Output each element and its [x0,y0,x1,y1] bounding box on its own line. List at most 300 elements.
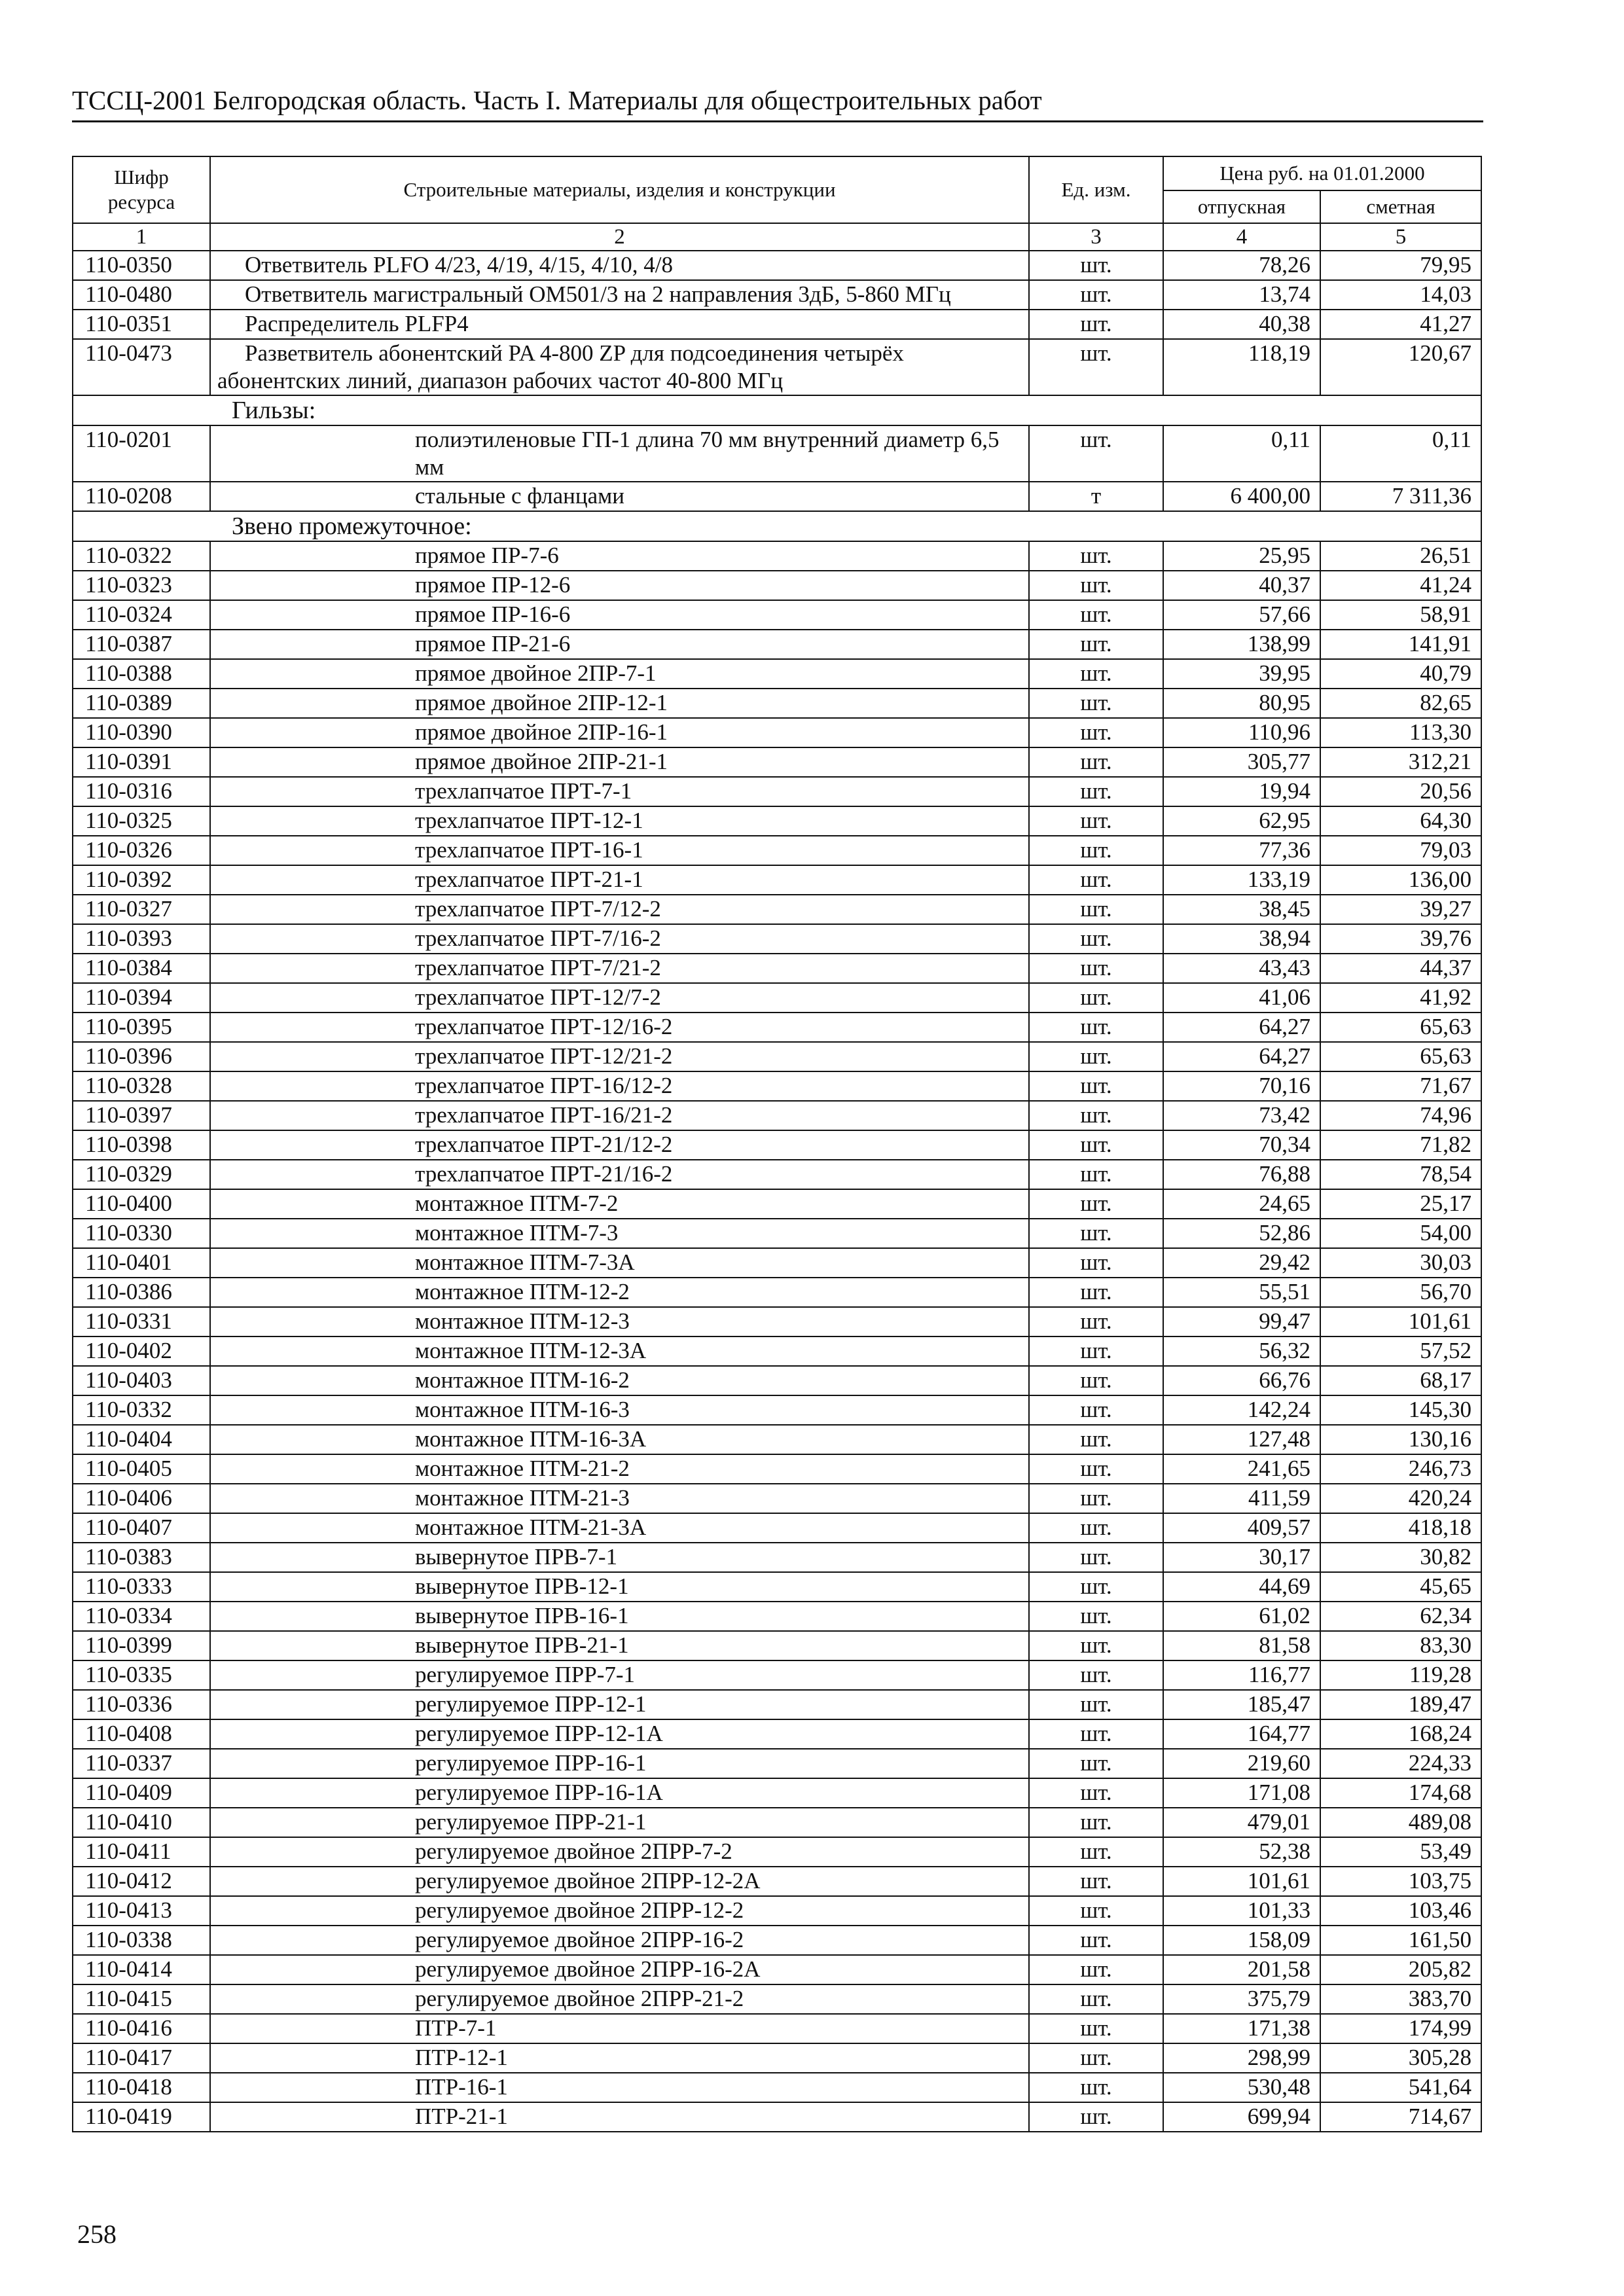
price-estimate: 383,70 [1320,1984,1481,2014]
price-release: 530,48 [1163,2073,1320,2102]
unit-cell: т [1029,482,1163,511]
item-name: регулируемое ПРР-7-1 [210,1660,1029,1690]
price-release: 80,95 [1163,689,1320,718]
price-estimate: 71,82 [1320,1130,1481,1160]
unit-cell: шт. [1029,1425,1163,1454]
table-row [73,1778,1481,1808]
table-row [73,659,1481,689]
price-release: 0,11 [1163,425,1320,482]
price-release: 38,45 [1163,895,1320,924]
price-estimate: 312,21 [1320,747,1481,777]
price-estimate: 41,27 [1320,310,1481,339]
unit-cell: шт. [1029,1719,1163,1749]
unit-cell: шт. [1029,865,1163,895]
unit-cell: шт. [1029,1926,1163,1955]
unit-cell: шт. [1029,777,1163,806]
item-name: стальные с фланцами [210,482,1029,511]
item-name: регулируемое двойное 2ПРР-7-2 [210,1837,1029,1867]
price-release: 40,37 [1163,571,1320,600]
table-row [73,630,1481,659]
item-name: прямое двойное 2ПР-16-1 [210,718,1029,747]
table-row [73,1808,1481,1837]
resource-code: 110-0330 [73,1219,210,1248]
page-number: 258 [77,2219,117,2249]
item-name [210,339,1029,395]
item-name: регулируемое двойное 2ПРР-16-2 [210,1926,1029,1955]
price-release: 39,95 [1163,659,1320,689]
price-estimate: 119,28 [1320,1660,1481,1690]
price-release: 99,47 [1163,1307,1320,1336]
price-estimate: 79,03 [1320,836,1481,865]
table-row [73,1307,1481,1336]
unit-cell: шт. [1029,2043,1163,2073]
unit-cell: шт. [1029,1984,1163,2014]
table-row [73,1484,1481,1513]
price-estimate: 418,18 [1320,1513,1481,1543]
unit-cell: шт. [1029,1278,1163,1307]
item-name: прямое двойное 2ПР-21-1 [210,747,1029,777]
unit-cell: шт. [1029,1602,1163,1631]
unit-cell: шт. [1029,1837,1163,1867]
table-row [73,983,1481,1013]
price-estimate: 44,37 [1320,954,1481,983]
section-heading: Гильзы: [232,397,316,424]
item-name: монтажное ПТМ-16-2 [210,1366,1029,1395]
item-name: Распределитель PLFP4 [210,310,1029,339]
item-name: прямое ПР-7-6 [210,541,1029,571]
column-number: 3 [1029,223,1163,251]
unit-cell: шт. [1029,895,1163,924]
unit-cell: шт. [1029,836,1163,865]
price-estimate: 65,63 [1320,1013,1481,1042]
price-estimate: 58,91 [1320,600,1481,630]
resource-code: 110-0414 [73,1955,210,1984]
table-header [73,156,1481,251]
price-release: 81,58 [1163,1631,1320,1660]
section-heading: Звено промежуточное: [232,512,472,540]
unit-cell: шт. [1029,1778,1163,1808]
item-name: регулируемое ПРР-12-1А [210,1719,1029,1749]
table-row [73,600,1481,630]
price-release: 73,42 [1163,1101,1320,1130]
table-row [73,1189,1481,1219]
item-name: монтажное ПТМ-21-2 [210,1454,1029,1484]
resource-code: 110-0394 [73,983,210,1013]
unit-cell: шт. [1029,1955,1163,1984]
resource-code: 110-0409 [73,1778,210,1808]
table-row [73,1690,1481,1719]
resource-code: 110-0397 [73,1101,210,1130]
table-row [73,2043,1481,2073]
resource-code: 110-0335 [73,1660,210,1690]
unit-cell: шт. [1029,1454,1163,1484]
price-release: 52,38 [1163,1837,1320,1867]
unit-cell: шт. [1029,1896,1163,1926]
unit-cell: шт. [1029,2102,1163,2132]
unit-cell: шт. [1029,541,1163,571]
item-name: трехлапчатое ПРТ-7/21-2 [210,954,1029,983]
price-estimate: 205,82 [1320,1955,1481,1984]
item-name: трехлапчатое ПРТ-21-1 [210,865,1029,895]
unit-cell: шт. [1029,747,1163,777]
price-estimate: 62,34 [1320,1602,1481,1631]
price-estimate: 101,61 [1320,1307,1481,1336]
price-estimate: 25,17 [1320,1189,1481,1219]
price-estimate: 224,33 [1320,1749,1481,1778]
price-release: 57,66 [1163,600,1320,630]
price-estimate: 56,70 [1320,1278,1481,1307]
price-estimate: 305,28 [1320,2043,1481,2073]
table-row [73,1042,1481,1071]
table-row [73,1278,1481,1307]
price-estimate: 78,54 [1320,1160,1481,1189]
section-cell [73,395,1481,425]
resource-code: 110-0419 [73,2102,210,2132]
price-release: 219,60 [1163,1749,1320,1778]
price-release: 110,96 [1163,718,1320,747]
unit-cell: шт. [1029,425,1163,482]
unit-cell: шт. [1029,1013,1163,1042]
unit-cell: шт. [1029,1513,1163,1543]
header-price-group: Цена руб. на 01.01.2000 [1163,156,1481,190]
price-release: 56,32 [1163,1336,1320,1366]
resource-code: 110-0332 [73,1395,210,1425]
price-release: 29,42 [1163,1248,1320,1278]
price-estimate: 7 311,36 [1320,482,1481,511]
resource-code: 110-0384 [73,954,210,983]
resource-code: 110-0388 [73,659,210,689]
item-name: монтажное ПТМ-12-3 [210,1307,1029,1336]
item-name: ПТР-16-1 [210,2073,1029,2102]
unit-cell: шт. [1029,1749,1163,1778]
unit-cell: шт. [1029,600,1163,630]
table-row [73,1660,1481,1690]
price-estimate: 26,51 [1320,541,1481,571]
price-estimate: 145,30 [1320,1395,1481,1425]
unit-cell: шт. [1029,630,1163,659]
price-release: 201,58 [1163,1955,1320,1984]
resource-code: 110-0417 [73,2043,210,2073]
item-name: регулируемое ПРР-16-1 [210,1749,1029,1778]
price-estimate: 20,56 [1320,777,1481,806]
item-name-line: Разветвитель абонентский PA 4-800 ZP для подсоединения четырёх [245,340,904,366]
resource-code: 110-0338 [73,1926,210,1955]
price-release: 41,06 [1163,983,1320,1013]
price-release: 133,19 [1163,865,1320,895]
item-name: трехлапчатое ПРТ-21/12-2 [210,1130,1029,1160]
column-number: 4 [1163,223,1320,251]
table-row [73,777,1481,806]
table-row [73,1248,1481,1278]
price-release: 70,34 [1163,1130,1320,1160]
resource-code: 110-0391 [73,747,210,777]
unit-cell: шт. [1029,1484,1163,1513]
table-row [73,280,1481,310]
table-row [73,1071,1481,1101]
price-release: 40,38 [1163,310,1320,339]
price-estimate: 174,99 [1320,2014,1481,2043]
price-release: 171,38 [1163,2014,1320,2043]
resource-code: 110-0329 [73,1160,210,1189]
resource-code: 110-0411 [73,1837,210,1867]
resource-code: 110-0208 [73,482,210,511]
resource-code: 110-0324 [73,600,210,630]
item-name: вывернутое ПРВ-7-1 [210,1543,1029,1572]
price-estimate: 161,50 [1320,1926,1481,1955]
resource-code: 110-0416 [73,2014,210,2043]
price-estimate: 136,00 [1320,865,1481,895]
table-row [73,541,1481,571]
resource-code: 110-0390 [73,718,210,747]
price-estimate: 489,08 [1320,1808,1481,1837]
price-estimate: 30,03 [1320,1248,1481,1278]
unit-cell: шт. [1029,339,1163,395]
item-name: монтажное ПТМ-12-3А [210,1336,1029,1366]
price-release: 25,95 [1163,541,1320,571]
unit-cell: шт. [1029,1160,1163,1189]
column-number: 2 [210,223,1029,251]
price-estimate: 64,30 [1320,806,1481,836]
price-estimate: 113,30 [1320,718,1481,747]
table-row [73,1219,1481,1248]
resource-code: 110-0316 [73,777,210,806]
unit-cell: шт. [1029,1690,1163,1719]
column-number: 5 [1320,223,1481,251]
resource-code: 110-0398 [73,1130,210,1160]
item-name: прямое ПР-16-6 [210,600,1029,630]
resource-code: 110-0325 [73,806,210,836]
price-release: 101,33 [1163,1896,1320,1926]
table-row [73,482,1481,511]
price-release: 64,27 [1163,1013,1320,1042]
price-estimate: 174,68 [1320,1778,1481,1808]
unit-cell: шт. [1029,1219,1163,1248]
table-row [73,1425,1481,1454]
unit-cell: шт. [1029,1248,1163,1278]
price-estimate: 14,03 [1320,280,1481,310]
table-row [73,1867,1481,1896]
item-name: прямое ПР-21-6 [210,630,1029,659]
resource-code: 110-0410 [73,1808,210,1837]
item-name: трехлапчатое ПРТ-7/12-2 [210,895,1029,924]
resource-code: 110-0350 [73,251,210,280]
table-row [73,1837,1481,1867]
resource-code: 110-0386 [73,1278,210,1307]
price-release: 6 400,00 [1163,482,1320,511]
column-number: 1 [73,223,210,251]
price-estimate: 120,67 [1320,339,1481,395]
page-header: ТССЦ-2001 Белгородская область. Часть I. Материалы для общестроительных работ [72,84,1483,122]
unit-cell: шт. [1029,2014,1163,2043]
price-estimate: 41,92 [1320,983,1481,1013]
unit-cell: шт. [1029,718,1163,747]
resource-code: 110-0415 [73,1984,210,2014]
item-name: ПТР-7-1 [210,2014,1029,2043]
item-name: монтажное ПТМ-16-3А [210,1425,1029,1454]
resource-code: 110-0351 [73,310,210,339]
item-name: трехлапчатое ПРТ-21/16-2 [210,1160,1029,1189]
resource-code: 110-0331 [73,1307,210,1336]
item-name: ПТР-21-1 [210,2102,1029,2132]
price-estimate: 54,00 [1320,1219,1481,1248]
price-release: 185,47 [1163,1690,1320,1719]
unit-cell: шт. [1029,1307,1163,1336]
price-release: 64,27 [1163,1042,1320,1071]
resource-code: 110-0413 [73,1896,210,1926]
resource-code: 110-0480 [73,280,210,310]
resource-code: 110-0333 [73,1572,210,1602]
price-release: 411,59 [1163,1484,1320,1513]
price-release: 101,61 [1163,1867,1320,1896]
table-row [73,1395,1481,1425]
price-estimate: 82,65 [1320,689,1481,718]
header-code: Шифр ресурса [73,156,210,223]
resource-code: 110-0401 [73,1248,210,1278]
unit-cell: шт. [1029,924,1163,954]
table-row [73,1336,1481,1366]
item-name: прямое ПР-12-6 [210,571,1029,600]
price-release: 24,65 [1163,1189,1320,1219]
table-row [73,895,1481,924]
price-estimate: 0,11 [1320,425,1481,482]
item-name: ПТР-12-1 [210,2043,1029,2073]
item-name: трехлапчатое ПРТ-16/12-2 [210,1071,1029,1101]
price-release: 55,51 [1163,1278,1320,1307]
header-name: Строительные материалы, изделия и конструкции [210,156,1029,223]
price-release: 171,08 [1163,1778,1320,1808]
price-release: 61,02 [1163,1602,1320,1631]
item-name: трехлапчатое ПРТ-12-1 [210,806,1029,836]
price-estimate: 40,79 [1320,659,1481,689]
table-body [73,251,1481,2132]
table-row [73,425,1481,482]
item-name: регулируемое ПРР-12-1 [210,1690,1029,1719]
resource-code: 110-0402 [73,1336,210,1366]
resource-code: 110-0201 [73,425,210,482]
unit-cell: шт. [1029,1336,1163,1366]
price-release: 164,77 [1163,1719,1320,1749]
resource-code: 110-0404 [73,1425,210,1454]
unit-cell: шт. [1029,1631,1163,1660]
item-name: Ответвитель PLFO 4/23, 4/19, 4/15, 4/10, 4/8 [210,251,1029,280]
item-name: Ответвитель магистральный OM501/3 на 2 направления 3дБ, 5-860 МГц [210,280,1029,310]
unit-cell: шт. [1029,659,1163,689]
item-name: трехлапчатое ПРТ-16/21-2 [210,1101,1029,1130]
resource-code: 110-0407 [73,1513,210,1543]
price-release: 30,17 [1163,1543,1320,1572]
unit-cell: шт. [1029,1808,1163,1837]
unit-cell: шт. [1029,806,1163,836]
price-release: 78,26 [1163,251,1320,280]
price-estimate: 189,47 [1320,1690,1481,1719]
price-release: 241,65 [1163,1454,1320,1484]
resource-code: 110-0393 [73,924,210,954]
table-row [73,1955,1481,1984]
resource-code: 110-0408 [73,1719,210,1749]
resource-code: 110-0323 [73,571,210,600]
table-row [73,1926,1481,1955]
resource-code: 110-0327 [73,895,210,924]
price-release: 375,79 [1163,1984,1320,2014]
resource-code: 110-0395 [73,1013,210,1042]
unit-cell: шт. [1029,2073,1163,2102]
table-row [73,1602,1481,1631]
table-row [73,1160,1481,1189]
item-name: монтажное ПТМ-16-3 [210,1395,1029,1425]
table-row [73,836,1481,865]
price-release: 76,88 [1163,1160,1320,1189]
price-release: 77,36 [1163,836,1320,865]
table-row [73,924,1481,954]
section-row [73,511,1481,541]
resource-code: 110-0337 [73,1749,210,1778]
unit-cell: шт. [1029,1130,1163,1160]
unit-cell: шт. [1029,689,1163,718]
price-estimate: 83,30 [1320,1631,1481,1660]
table-row [73,339,1481,395]
unit-cell: шт. [1029,983,1163,1013]
price-release: 479,01 [1163,1808,1320,1837]
item-name: регулируемое двойное 2ПРР-12-2 [210,1896,1029,1926]
price-estimate: 168,24 [1320,1719,1481,1749]
price-release: 70,16 [1163,1071,1320,1101]
item-name: трехлапчатое ПРТ-12/7-2 [210,983,1029,1013]
unit-cell: шт. [1029,310,1163,339]
item-name: монтажное ПТМ-7-3А [210,1248,1029,1278]
table-row [73,251,1481,280]
price-estimate: 130,16 [1320,1425,1481,1454]
table-row [73,747,1481,777]
price-table [72,156,1482,2132]
unit-cell: шт. [1029,1042,1163,1071]
unit-cell: шт. [1029,1101,1163,1130]
item-name: регулируемое двойное 2ПРР-16-2А [210,1955,1029,1984]
resource-code: 110-0383 [73,1543,210,1572]
resource-code: 110-0389 [73,689,210,718]
item-name: прямое двойное 2ПР-7-1 [210,659,1029,689]
price-estimate: 45,65 [1320,1572,1481,1602]
unit-cell: шт. [1029,954,1163,983]
price-release: 116,77 [1163,1660,1320,1690]
price-release: 13,74 [1163,280,1320,310]
item-name: вывернутое ПРВ-21-1 [210,1631,1029,1660]
price-release: 62,95 [1163,806,1320,836]
price-estimate: 39,27 [1320,895,1481,924]
table-row [73,954,1481,983]
resource-code: 110-0403 [73,1366,210,1395]
item-name: трехлапчатое ПРТ-12/21-2 [210,1042,1029,1071]
price-release: 305,77 [1163,747,1320,777]
item-name: регулируемое двойное 2ПРР-12-2А [210,1867,1029,1896]
price-estimate: 79,95 [1320,251,1481,280]
table-row [73,1572,1481,1602]
resource-code: 110-0405 [73,1454,210,1484]
section-cell [73,511,1481,541]
unit-cell: шт. [1029,280,1163,310]
resource-code: 110-0399 [73,1631,210,1660]
item-name: регулируемое ПРР-21-1 [210,1808,1029,1837]
price-release: 409,57 [1163,1513,1320,1543]
price-release: 19,94 [1163,777,1320,806]
resource-code: 110-0406 [73,1484,210,1513]
item-name: регулируемое ПРР-16-1А [210,1778,1029,1808]
price-estimate: 30,82 [1320,1543,1481,1572]
price-release: 44,69 [1163,1572,1320,1602]
price-estimate: 65,63 [1320,1042,1481,1071]
price-release: 52,86 [1163,1219,1320,1248]
table-row [73,1130,1481,1160]
item-name: вывернутое ПРВ-16-1 [210,1602,1029,1631]
